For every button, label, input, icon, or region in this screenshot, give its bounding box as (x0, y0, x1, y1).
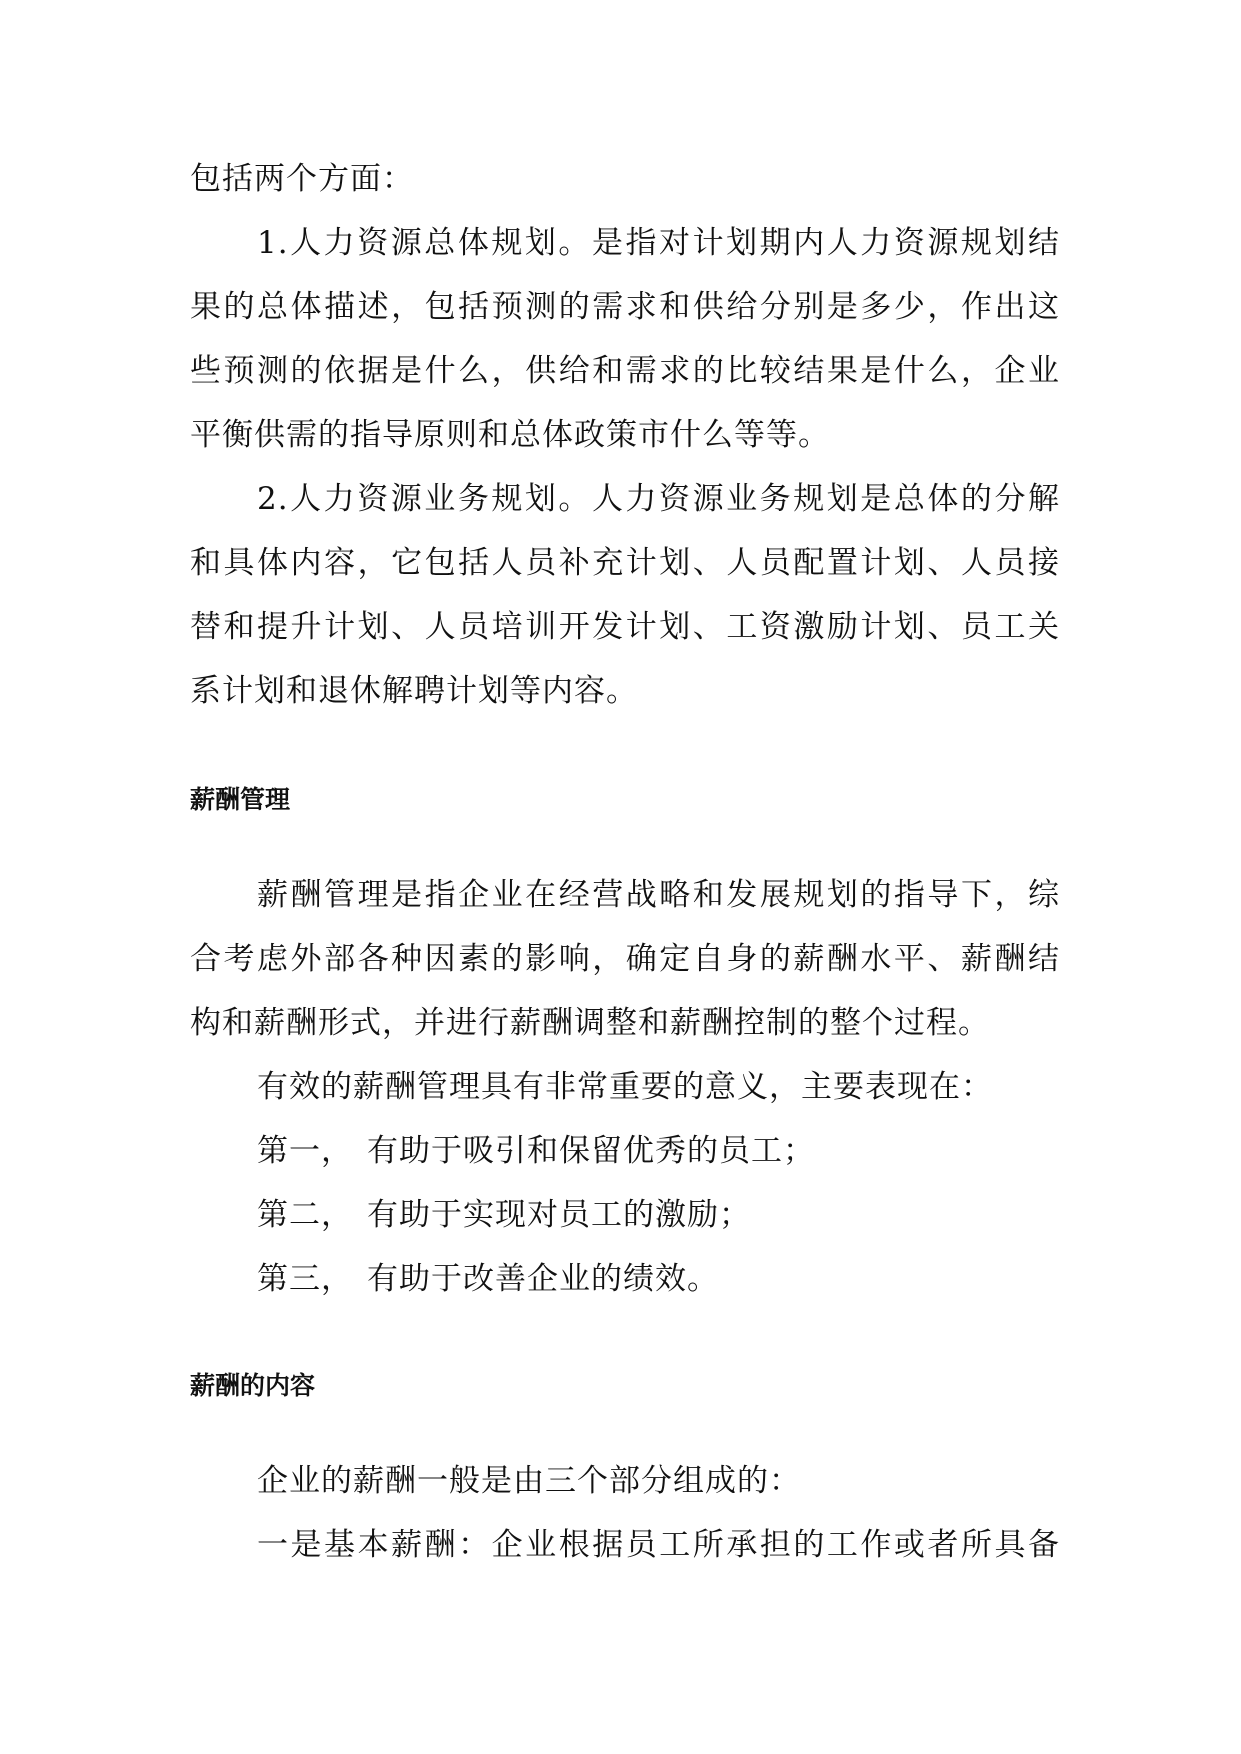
paragraph-line: 1.人力资源总体规划。是指对计划期内人力资源规划结 (257, 225, 1060, 261)
paragraph-line: 薪酬管理是指企业在经营战略和发展规划的指导下，综 (257, 877, 1060, 913)
section-heading-salary-content: 薪酬的内容 (190, 1371, 316, 1400)
list-item-text: 有助于改善企业的绩效。 (367, 1261, 719, 1297)
list-item-label: 第一， (257, 1133, 353, 1169)
paragraph-line: 替和提升计划、人员培训开发计划、工资激励计划、员工关 (190, 609, 1060, 645)
paragraph-line: 果的总体描述，包括预测的需求和供给分别是多少，作出这 (190, 289, 1060, 325)
list-item-label: 第三， (257, 1261, 353, 1297)
list-item-text: 有助于实现对员工的激励； (367, 1197, 751, 1233)
paragraph-line: 系计划和退休解聘计划等内容。 (190, 673, 638, 709)
paragraph-line: 些预测的依据是什么，供给和需求的比较结果是什么，企业 (190, 353, 1060, 389)
section-heading-salary-management: 薪酬管理 (190, 785, 291, 814)
paragraph-line: 合考虑外部各种因素的影响，确定自身的薪酬水平、薪酬结 (190, 941, 1060, 977)
paragraph-line: 有效的薪酬管理具有非常重要的意义，主要表现在： (257, 1069, 993, 1105)
paragraph-line: 企业的薪酬一般是由三个部分组成的： (257, 1463, 801, 1499)
list-item (257, 1190, 1060, 1240)
list-item-text: 有助于吸引和保留优秀的员工； (367, 1133, 815, 1169)
paragraph-line: 2.人力资源业务规划。人力资源业务规划是总体的分解 (257, 481, 1060, 517)
paragraph-line: 构和薪酬形式，并进行薪酬调整和薪酬控制的整个过程。 (190, 1005, 990, 1041)
paragraph-line: 和具体内容，它包括人员补充计划、人员配置计划、人员接 (190, 545, 1060, 581)
list-item (257, 1254, 1060, 1304)
paragraph-line: 一是基本薪酬：企业根据员工所承担的工作或者所具备 (257, 1527, 1060, 1563)
paragraph-line: 平衡供需的指导原则和总体政策市什么等等。 (190, 417, 830, 453)
list-item (257, 1126, 1060, 1176)
paragraph-line: 包括两个方面： (190, 161, 414, 197)
list-item-label: 第二， (257, 1197, 353, 1233)
